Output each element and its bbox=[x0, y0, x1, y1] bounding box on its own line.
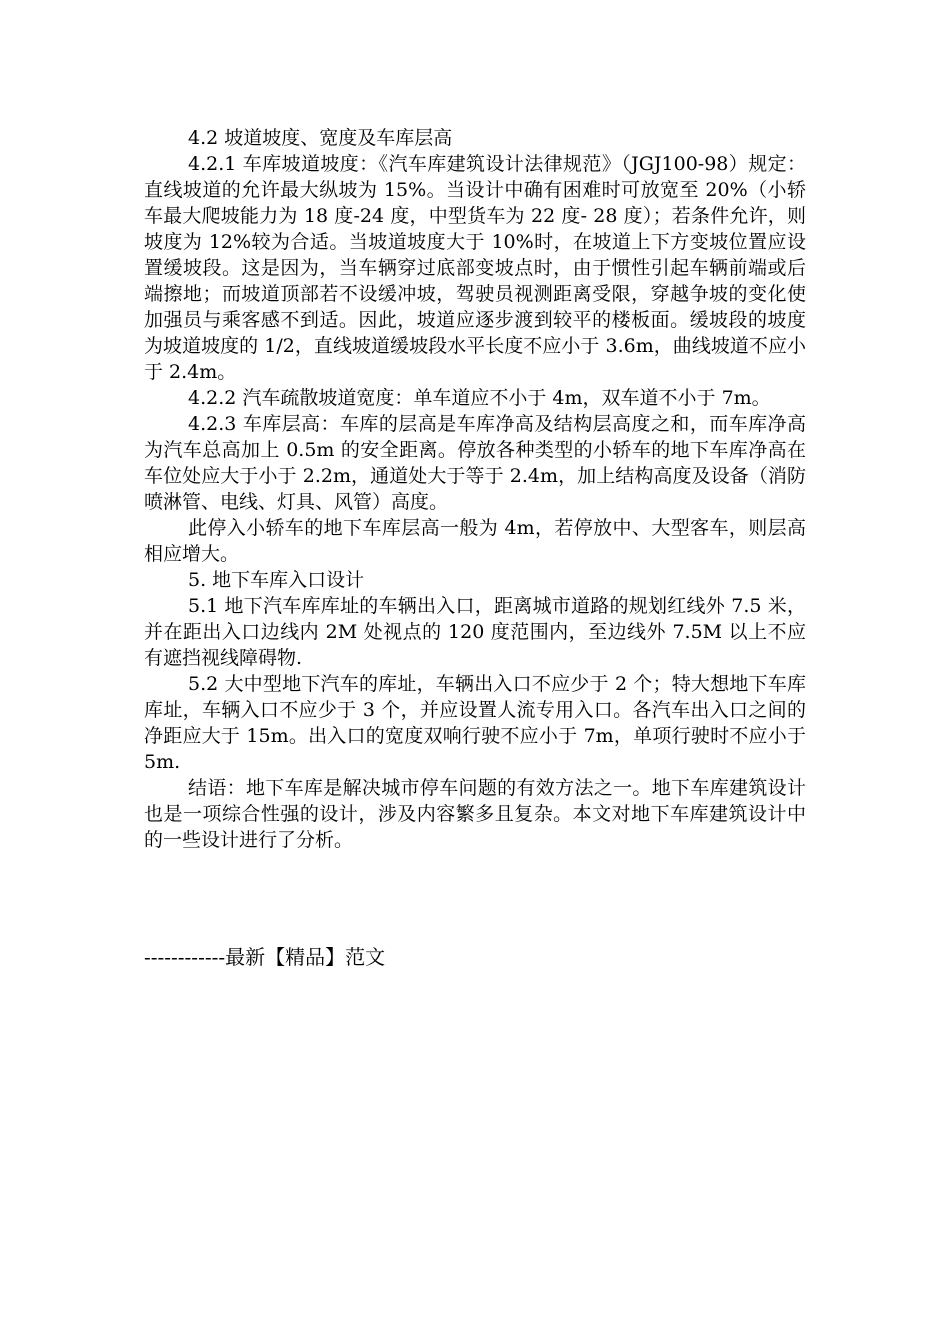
section-heading-4-2: 4.2 坡道坡度、宽度及车库层高 bbox=[188, 127, 453, 149]
document-body bbox=[144, 125, 806, 853]
paragraph-garage-height-note: 此停入小轿车的地下车库层高一般为 4m，若停放中、大型客车，则层高相应增大。 bbox=[144, 517, 806, 565]
paragraph-ramp-slope: 4.2.1 车库坡道坡度：《汽车库建筑设计法律规范》（JGJ100-98）规定：直线坡道的允许最大纵坡为 15%。当设计中确有困难时可放宽至 20%（小轿车最大爬坡能力为 18 度-24 度，中型货车为 22 度- 28 度）；若条件允许，则坡度为 12%较为合适。当坡道坡度大于 10%时，在坡道上下方变坡位置应设置缓坡段。这是因为，当车辆穿过底部变坡点时，由于惯性引起车辆前端或后端擦地；而坡道顶部若不设缓冲坡，驾驶员视测距离受限，穿越争坡的变化使加强员与乘客感不到适。因此，坡道应逐步渡到较平的楼板面。缓坡段的坡度为坡道坡度的 1/2，直线坡道缓坡段水平长度不应小于 3.6m，曲线坡道不应小于 2.4m。 bbox=[144, 153, 806, 383]
paragraph-garage-height: 4.2.3 车库层高：车库的层高是车库净高及结构层高度之和，而车库净高为汽车总高加上 0.5m 的安全距离。停放各种类型的小轿车的地下车库净高在车位处应大于小于 2.2m，通道处大于等于 2.4m，加上结构高度及设备（消防喷淋管、电线、灯具、风管）高度。 bbox=[144, 413, 806, 513]
section-heading-5: 5. 地下车库入口设计 bbox=[188, 569, 365, 591]
paragraph-entrance-5-1: 5.1 地下汽车库库址的车辆出入口，距离城市道路的规划红线外 7.5 米，并在距出入口边线内 2M 处视点的 120 度范围内，至边线外 7.5M 以上不应有遮挡视线障碍物. bbox=[144, 595, 806, 669]
paragraph-conclusion: 结语：地下车库是解决城市停车问题的有效方法之一。地下车库建筑设计也是一项综合性强的设计，涉及内容繁多且复杂。本文对地下车库建筑设计中的一些设计进行了分析。 bbox=[144, 777, 806, 851]
paragraph-ramp-width: 4.2.2 汽车疏散坡道宽度：单车道应不小于 4m，双车道不小于 7m。 bbox=[188, 387, 771, 409]
footer-text: ------------最新【精品】范文 bbox=[144, 945, 386, 969]
paragraph-entrance-5-2: 5.2 大中型地下汽车的库址，车辆出入口不应少于 2 个；特大想地下车库库址，车辆入口不应少于 3 个，并应设置人流专用入口。各汽车出入口之间的净距应大于 15m。出入口的宽度双响行驶不应小于 7m，单项行驶时不应小于 5m. bbox=[144, 673, 806, 773]
